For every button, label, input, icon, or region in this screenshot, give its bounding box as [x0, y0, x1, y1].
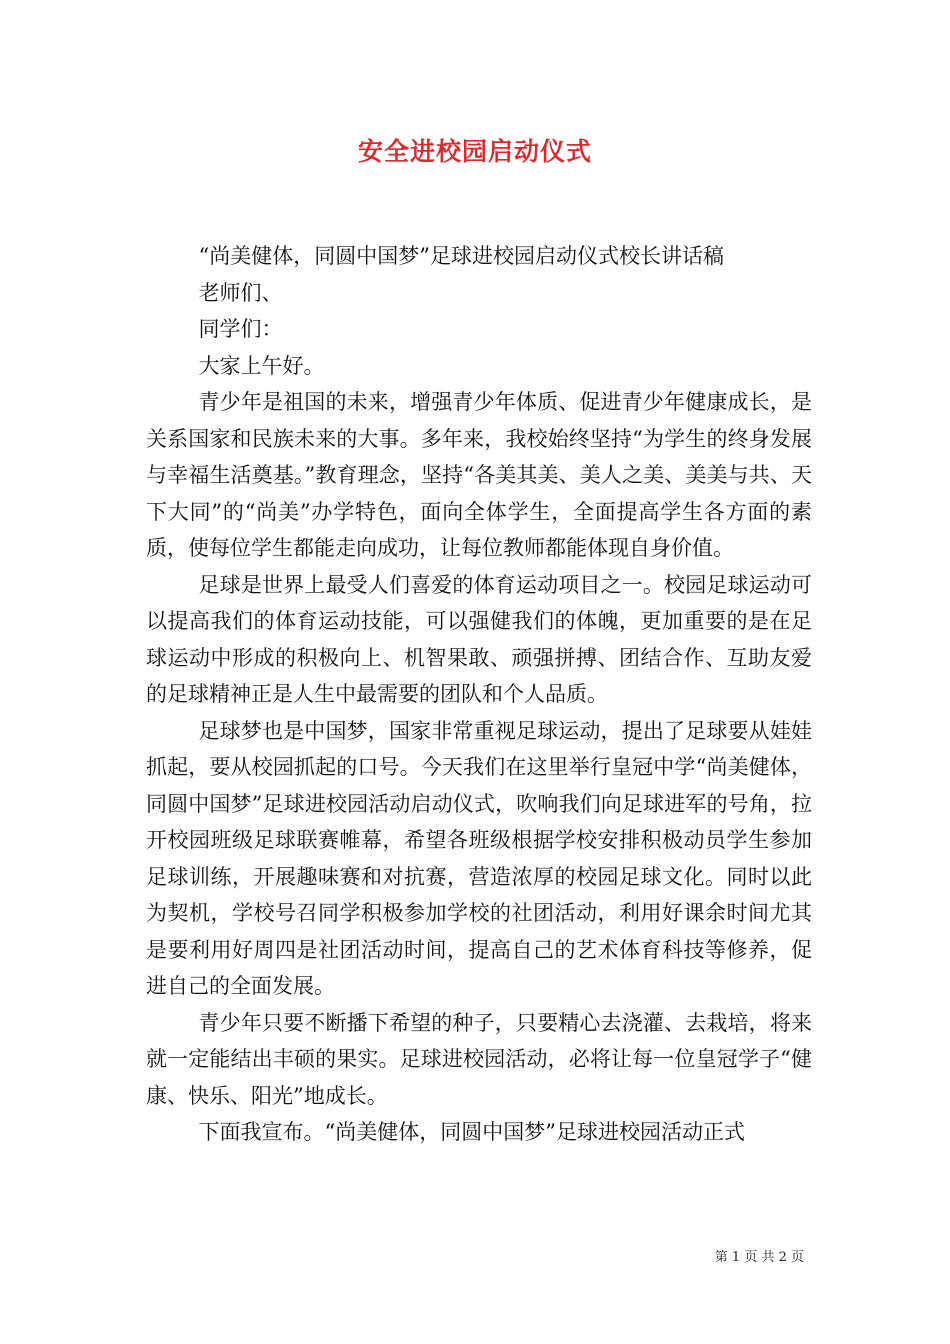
- greeting: 大家上午好。: [198, 353, 325, 378]
- paragraph: 青少年只要不断播下希望的种子，只要精心去浇灌、去栽培，将来就一定能结出丰硕的果实。足球进校园活动，必将让每一位皇冠学子“健康、快乐、阳光”地成长。: [146, 1010, 812, 1108]
- page-number: 第 1 页 共 2 页: [714, 1250, 804, 1265]
- speech-subtitle: “尚美健体，同圆中国梦”足球进校园启动仪式校长讲话稿: [198, 244, 724, 268]
- salutation-students: 同学们：: [198, 317, 283, 341]
- document-title: 安全进校园启动仪式: [357, 137, 592, 166]
- paragraph: 下面我宣布。“尚美健体，同圆中国梦”足球进校园活动正式: [198, 1120, 745, 1144]
- paragraph: 足球梦也是中国梦，国家非常重视足球运动，提出了足球要从娃娃抓起，要从校园抓起的口号。今天我们在这里举行皇冠中学“尚美健体，同圆中国梦”足球进校园活动启动仪式，吹响我们向足球进军的号角，拉开校园班级足球联赛帷幕，希望各班级根据学校安排积极动员学生参加足球训练，开展趣味赛和对抗赛，营造浓厚的校园足球文化。同时以此为契机，学校号召同学积极参加学校的社团活动，利用好课余时间尤其是要利用好周四是社团活动时间，提高自己的艺术体育科技等修养，促进自己的全面发展。: [146, 718, 812, 998]
- paragraph: 青少年是祖国的未来，增强青少年体质、促进青少年健康成长，是关系国家和民族未来的大事。多年来，我校始终坚持“为学生的终身发展与幸福生活奠基。”教育理念，坚持“各美其美、美人之美、美美与共、天下大同”的“尚美”办学特色，面向全体学生，全面提高学生各方面的素质，使每位学生都能走向成功，让每位教师都能体现自身价值。: [146, 390, 812, 560]
- paragraph: 足球是世界上最受人们喜爱的体育运动项目之一。校园足球运动可以提高我们的体育运动技能，可以强健我们的体魄，更加重要的是在足球运动中形成的积极向上、机智果敢、顽强拼搏、团结合作、互助友爱的足球精神正是人生中最需要的团队和个人品质。: [146, 572, 812, 706]
- salutation-teachers: 老师们、: [198, 280, 283, 305]
- document-body: [146, 238, 812, 1151]
